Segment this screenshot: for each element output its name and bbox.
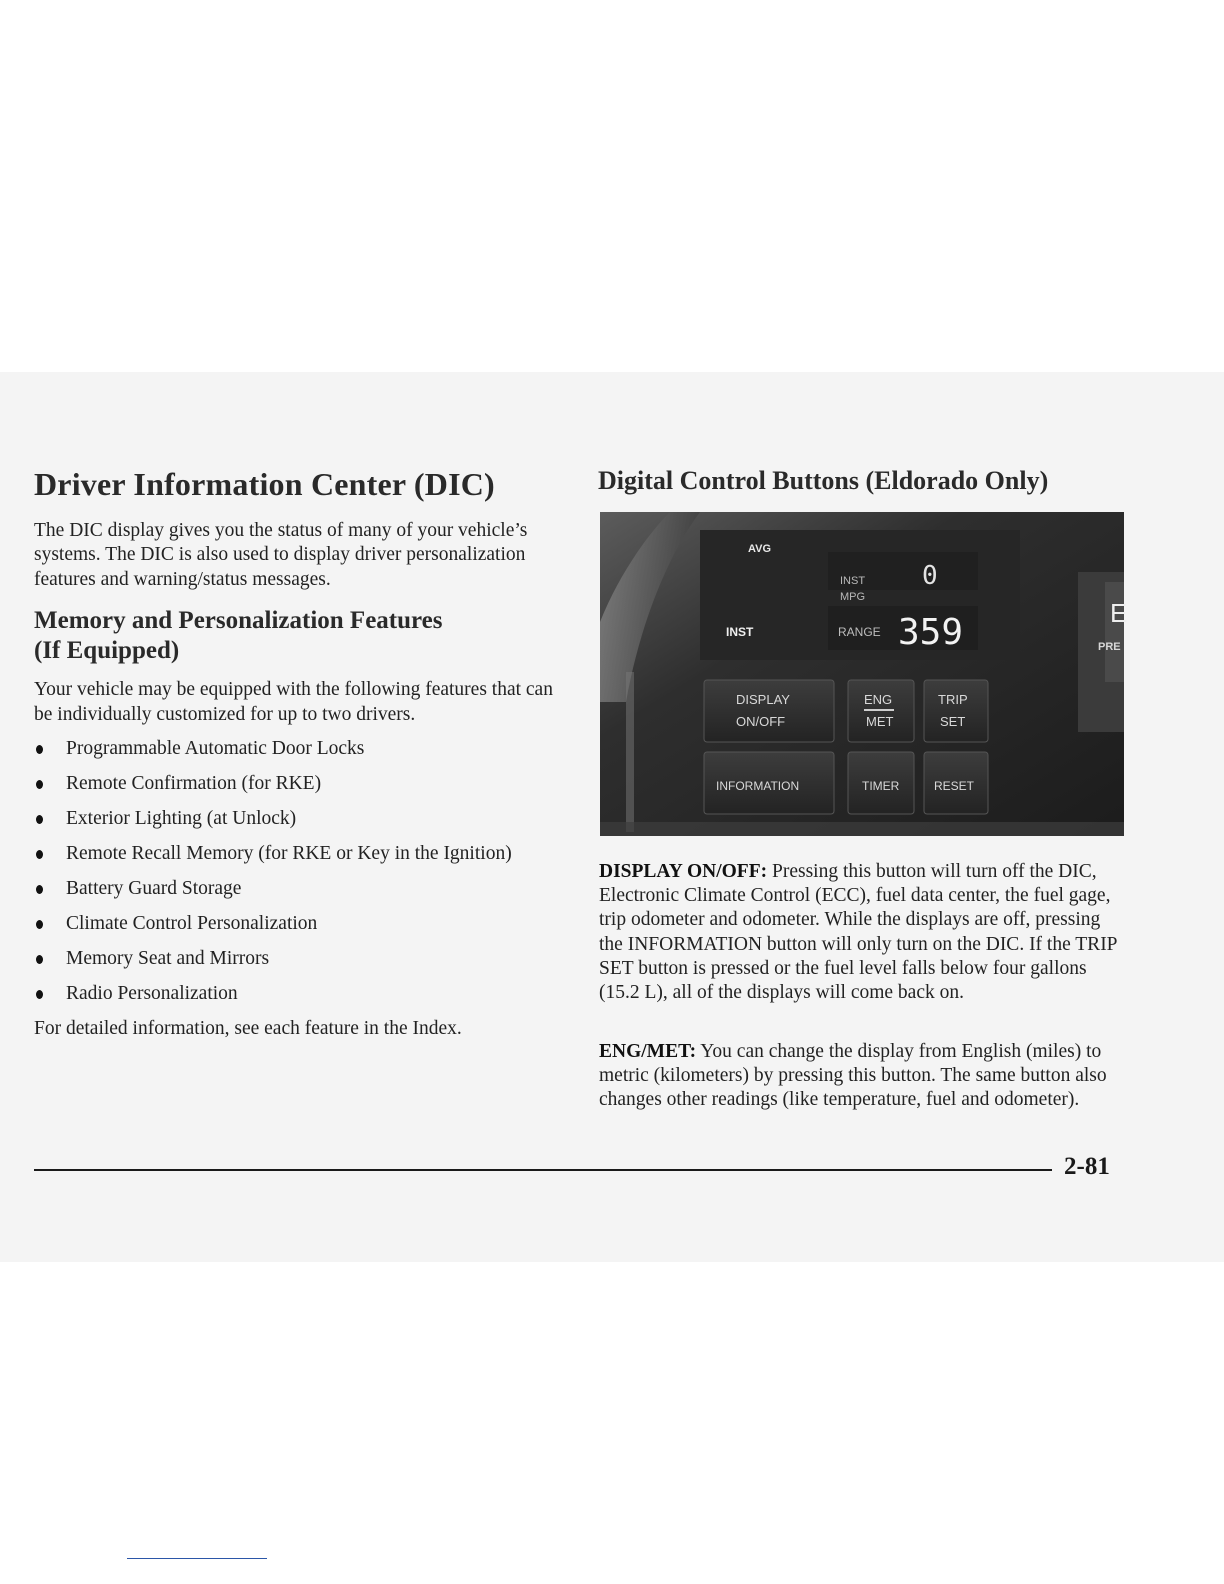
display-on-off-term: DISPLAY ON/OFF: [599, 861, 768, 882]
dic-control-panel-photo [600, 512, 1128, 836]
eng-label: ENG [864, 692, 893, 707]
feature-list [34, 737, 574, 1006]
list-item-text: Climate Control Personalization [66, 913, 318, 935]
display-button-label-line1: DISPLAY [736, 692, 790, 707]
mpg-digit: 0 [922, 561, 938, 591]
set-label: SET [940, 714, 966, 729]
left-column [34, 466, 574, 1041]
list-item [34, 842, 574, 866]
eng-met-term: ENG/MET: [599, 1041, 697, 1062]
bullet-icon [36, 955, 43, 964]
trip-label: TRIP [938, 692, 968, 707]
bullet-icon [36, 920, 43, 929]
right-heading: Digital Control Buttons (Eldorado Only) [598, 466, 1049, 495]
list-item [34, 772, 574, 796]
page-title: Driver Information Center (DIC) [34, 466, 495, 502]
features-paragraph: Your vehicle may be equipped with the following features that can be individually customized for up to two drivers. [34, 679, 553, 725]
met-label: MET [866, 714, 894, 729]
list-item [34, 982, 574, 1006]
list-item-text: Remote Recall Memory (for RKE or Key in the Ignition) [66, 843, 512, 865]
list-item-text: Remote Confirmation (for RKE) [66, 773, 322, 795]
bullet-icon [36, 885, 43, 894]
list-item-text: Battery Guard Storage [66, 878, 242, 900]
section-heading [34, 606, 574, 666]
mpg-label: MPG [840, 591, 866, 603]
list-item [34, 877, 574, 901]
footer-rule [34, 1169, 1052, 1171]
bullet-icon [36, 850, 43, 859]
edge-letter: E [1110, 598, 1128, 628]
intro-paragraph: The DIC display gives you the status of many of your vehicle’s systems. The DIC is also used to display driver personalization features and warning/status messages. [34, 520, 528, 590]
list-item [34, 807, 574, 831]
display-on-off-description [599, 860, 1123, 1005]
eng-met-description [599, 1040, 1123, 1113]
display-button-label-line2: ON/OFF [736, 714, 786, 729]
list-item-text: Memory Seat and Mirrors [66, 948, 270, 970]
closing-paragraph: For detailed information, see each feature in the Index. [34, 1018, 462, 1040]
display-on-off-button [704, 680, 834, 742]
avg-label: AVG [748, 543, 772, 555]
bullet-icon [36, 780, 43, 789]
bullet-icon [36, 815, 43, 824]
inst-label: INST [726, 625, 754, 639]
reset-label: RESET [934, 779, 975, 793]
section-heading-line1: Memory and Personalization Features [34, 607, 443, 635]
display-on-off-text: Pressing this button will turn off the DIC, Electronic Climate Control (ECC), fuel data center, the fuel gage, trip odometer and odometer. While the displays are off, pressing the INFORMATION button will only turn on the DIC. If the TRIP SET button is pressed or the fuel level falls below four gallons (15.2 L), all of the displays will come back on. [599, 861, 1117, 1004]
list-item-text: Radio Personalization [66, 983, 238, 1005]
list-item [34, 912, 574, 936]
eng-met-text: You can change the display from English (miles) to metric (kilometers) by pressing this button. The same button also changes other readings (like temperature, fuel and odometer). [599, 1041, 1107, 1111]
edge-label: PRE [1098, 641, 1121, 653]
bottom-divider [127, 1558, 267, 1559]
list-item [34, 737, 574, 761]
inst-mpg-label-top: INST [840, 575, 866, 587]
section-heading-line2: (If Equipped) [34, 637, 180, 665]
page-number: 2-81 [1064, 1153, 1110, 1180]
information-label: INFORMATION [716, 779, 800, 793]
list-item [34, 947, 574, 971]
list-item-text: Exterior Lighting (at Unlock) [66, 808, 297, 830]
bullet-icon [36, 990, 43, 999]
right-column [598, 466, 1123, 496]
range-value: 359 [898, 612, 964, 653]
range-label: RANGE [838, 625, 881, 639]
trip-set-button [924, 680, 988, 742]
timer-label: TIMER [862, 779, 900, 793]
bullet-icon [36, 745, 43, 754]
list-item-text: Programmable Automatic Door Locks [66, 738, 365, 760]
